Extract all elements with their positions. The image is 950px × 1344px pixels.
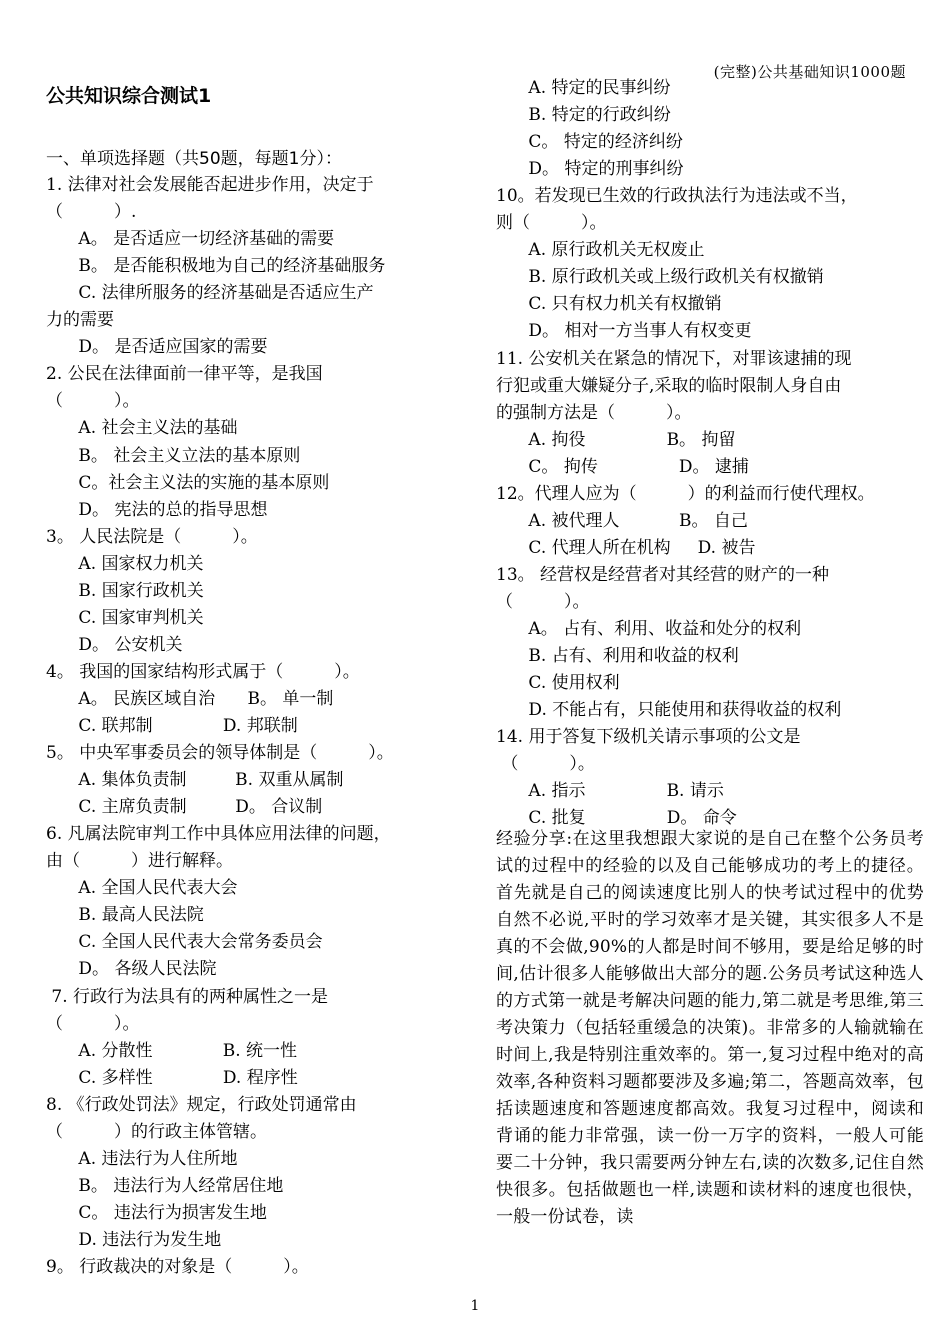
question-line: A. 违法行为人住所地 xyxy=(46,1148,238,1169)
question-line: 9。 行政裁决的对象是（ ）。 xyxy=(46,1257,309,1277)
question-line: 10。若发现已生效的行政执法行为违法或不当， xyxy=(496,186,858,207)
question-line: 8. 《行政处罚法》规定，行政处罚通常由 xyxy=(46,1094,357,1115)
question-line: C. 国家审判机关 xyxy=(46,607,204,628)
question-line: A. 指示 B. 请示 xyxy=(496,781,724,802)
question-line: C. 只有权力机关有权撤销 xyxy=(496,294,722,315)
question-line: 14. 用于答复下级机关请示事项的公文是 xyxy=(496,727,801,748)
question-line: C. 全国人民代表大会常务委员会 xyxy=(46,932,323,953)
question-line: 由（ ）进行解释。 xyxy=(46,851,233,872)
question-line: C。 拘传 D。 逮捕 xyxy=(496,456,749,477)
question-line: B. 原行政机关或上级行政机关有权撤销 xyxy=(496,267,824,288)
document-title: 公共知识综合测试1 xyxy=(46,85,212,107)
question-line: 2. 公民在法律面前一律平等，是我国 xyxy=(46,364,323,385)
question-line: C. 批复 D。 命令 xyxy=(496,808,737,829)
question-line: C。社会主义法的实施的基本原则 xyxy=(46,472,330,493)
question-line: 4。 我国的国家结构形式属于（ ）。 xyxy=(46,661,360,682)
question-line: 行犯或重大嫌疑分子,采取的临时限制人身自由 xyxy=(496,375,842,396)
question-line: C。 违法行为损害发生地 xyxy=(46,1202,267,1223)
question-line: 5。 中央军事委员会的领导体制是（ ）。 xyxy=(46,743,394,764)
question-line: A. 分散性 B. 统一性 xyxy=(46,1040,298,1061)
question-line: C. 法律所服务的经济基础是否适应生产 xyxy=(46,283,374,304)
question-line: A. 原行政机关无权废止 xyxy=(496,240,705,261)
question-line: A. 特定的民事纠纷 xyxy=(496,78,671,98)
question-line: C。 特定的经济纠纷 xyxy=(496,132,683,153)
page-header: (完整)公共基础知识1000题 xyxy=(713,63,906,81)
question-line: A. 全国人民代表大会 xyxy=(46,878,238,899)
question-line: D。 公安机关 xyxy=(46,634,183,655)
question-line: B. 最高人民法院 xyxy=(46,905,204,926)
question-line: 1. 法律对社会发展能否起进步作用，决定于 xyxy=(46,175,374,195)
question-line: C. 代理人所在机构 D. 被告 xyxy=(496,537,756,558)
question-line: （ ）。 xyxy=(496,591,590,612)
question-line: C. 多样性 D. 程序性 xyxy=(46,1067,298,1088)
question-line: B。 社会主义立法的基本原则 xyxy=(46,445,301,466)
question-line: （ ）。 xyxy=(496,754,595,775)
question-line: D。 特定的刑事纠纷 xyxy=(496,159,684,180)
question-line: D。 相对一方当事人有权变更 xyxy=(496,321,752,342)
question-line: A. 国家权力机关 xyxy=(46,553,204,574)
question-line: 11. 公安机关在紧急的情况下，对罪该逮捕的现 xyxy=(496,348,852,369)
question-line: 3。 人民法院是（ ）。 xyxy=(46,526,258,547)
question-line: A. 被代理人 B。 自己 xyxy=(496,510,748,531)
question-line: B. 特定的行政纠纷 xyxy=(496,105,671,126)
question-line: D. 不能占有，只能使用和获得收益的权利 xyxy=(496,700,842,721)
question-line: B。 违法行为人经常居住地 xyxy=(46,1175,284,1196)
question-line: 6. 凡属法院审判工作中具体应用法律的问题， xyxy=(46,824,391,845)
question-line: C. 主席负责制 D。 合议制 xyxy=(46,797,323,818)
question-line: 的强制方法是（ ）。 xyxy=(496,402,692,423)
section-heading: 一、单项选择题（共50题，每题1分）： xyxy=(46,149,342,169)
question-line: A。 占有、利用、收益和处分的权利 xyxy=(496,619,802,639)
question-line: D。 是否适应国家的需要 xyxy=(46,337,268,358)
question-line: 力的需要 xyxy=(46,310,114,331)
experience-paragraph: 经验分享:在这里我想跟大家说的是自己在整个公务员考试的过程中的经验的以及自己能够成功的考上的捷径。首先就是自己的阅读速度比别人的快考试过程中的优势自然不必说,平时的学习效率才是关键，其实很多人不是真的不会做,90%的人都是时间不够用，要是给足够的时间,估计很多人能够做出大部分的题.公务员考试这种选人的方式第一就是考解决问题的能力,第二就是考思维,第三考决策力（包括轻重缓急的决策)。非常多的人输就输在时间上,我是特别注重效率的。第一,复习过程中绝对的高效率,各种资料习题都要涉及多遍;第二，答题高效率，包括读题速度和答题速度都高效。我复习过程中，阅读和背诵的能力非常强，读一份一万字的资料，一般人可能要二十分钟，我只需要两分钟左右,读的次数多,记住自然快很多。包括做题也一样,读题和读材料的速度也很快，一般一份试卷，读 xyxy=(496,829,924,1227)
question-line: 12。代理人应为（ ）的利益而行使代理权。 xyxy=(496,483,875,504)
question-line: D。 各级人民法院 xyxy=(46,959,217,980)
question-line: 7. 行政行为法具有的两种属性之一是 xyxy=(46,986,329,1007)
question-line: B. 国家行政机关 xyxy=(46,580,204,601)
question-line: C. 使用权利 xyxy=(496,673,620,694)
question-line: B。 是否能积极地为自己的经济基础服务 xyxy=(46,256,386,277)
question-line: （ ）。 xyxy=(46,1013,140,1034)
question-line: A. 社会主义法的基础 xyxy=(46,418,238,439)
page-number: 1 xyxy=(470,1298,480,1314)
question-line: （ ）. xyxy=(46,202,137,223)
question-line: D. 违法行为发生地 xyxy=(46,1229,222,1250)
question-line: C. 联邦制 D. 邦联制 xyxy=(46,716,298,736)
question-line: 则（ ）。 xyxy=(496,213,607,234)
question-line: B. 占有、利用和收益的权利 xyxy=(496,646,739,667)
question-line: A。 民族区域自治 B。 单一制 xyxy=(46,688,334,709)
question-line: （ ）的行政主体管辖。 xyxy=(46,1121,267,1142)
question-line: A. 集体负责制 B. 双重从属制 xyxy=(46,770,344,791)
question-line: 13。 经营权是经营者对其经营的财产的一种 xyxy=(496,564,830,585)
question-line: A. 拘役 B。 拘留 xyxy=(496,429,736,450)
question-line: （ ）。 xyxy=(46,391,140,412)
question-line: A。 是否适应一切经济基础的需要 xyxy=(46,229,335,250)
question-line: D。 宪法的总的指导思想 xyxy=(46,499,268,520)
